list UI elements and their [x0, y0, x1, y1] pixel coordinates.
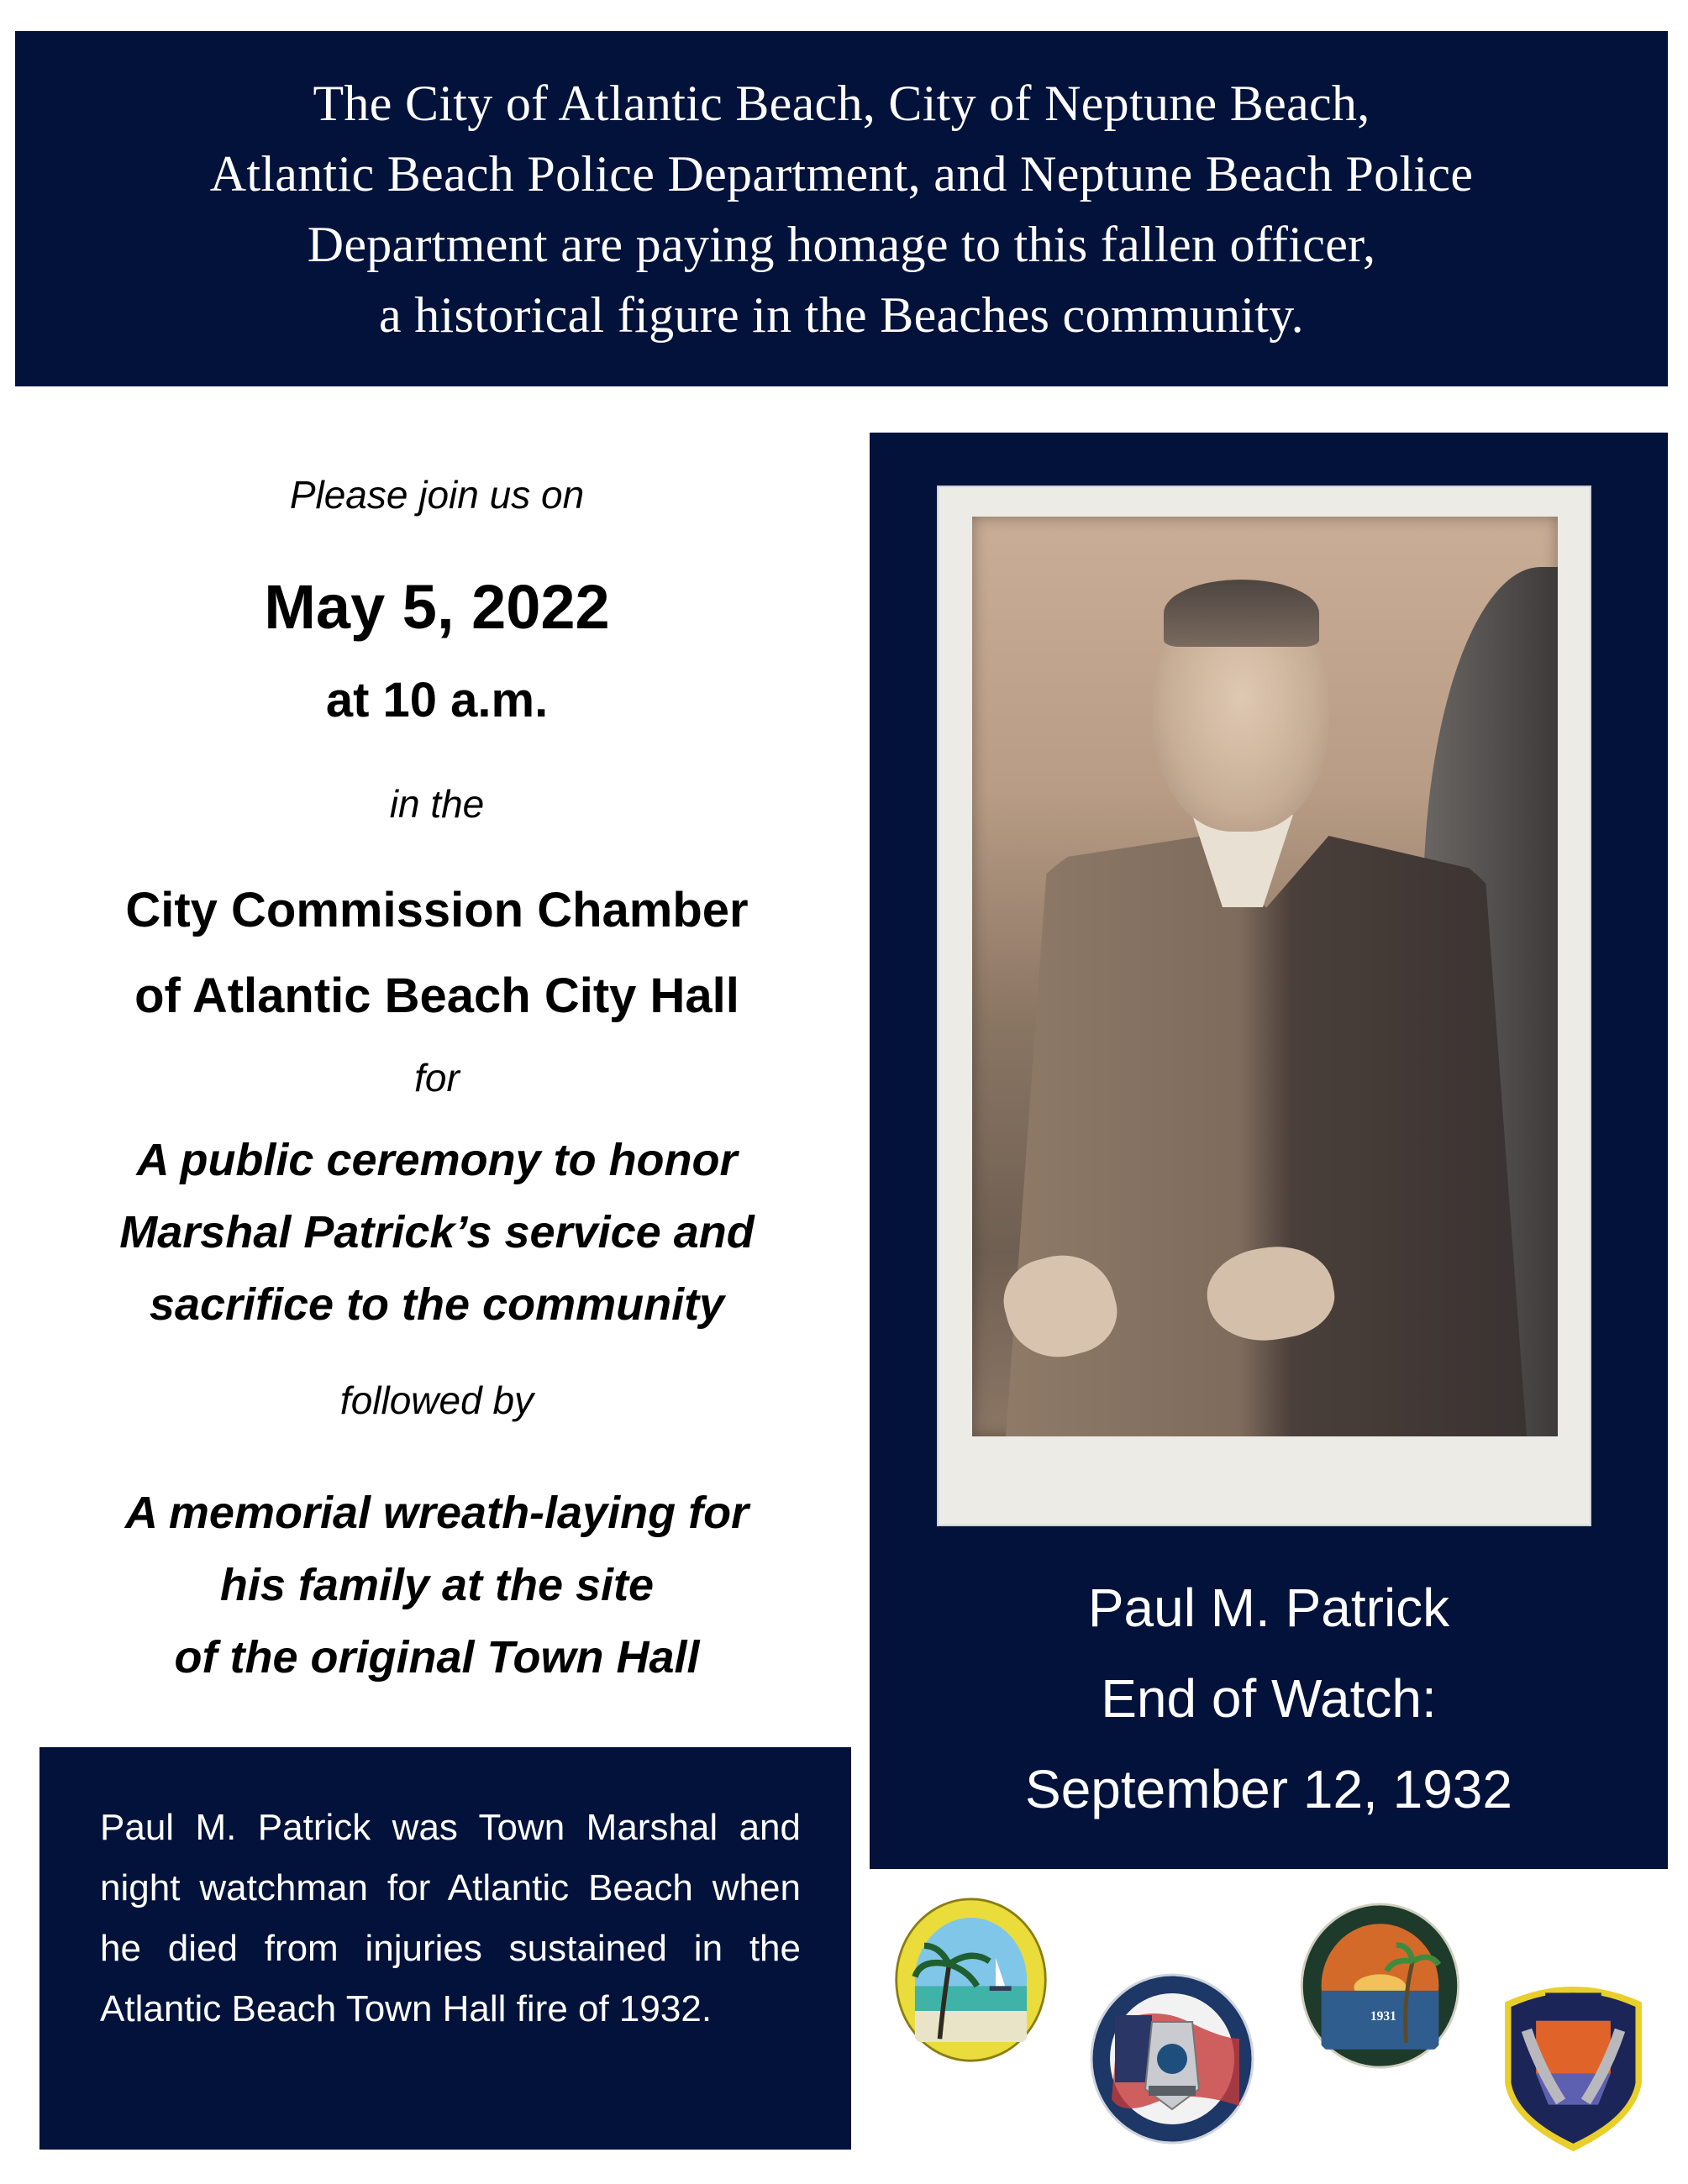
- eow-label: End of Watch:: [1101, 1668, 1437, 1729]
- venue-line-2: of Atlantic Beach City Hall: [134, 969, 739, 1023]
- photo-frame: [939, 487, 1590, 1525]
- atlantic-beach-city-seal-icon: [893, 1896, 1049, 2064]
- officer-name: Paul M. Patrick: [1087, 1578, 1450, 1638]
- bio-box: [39, 1747, 851, 2150]
- banner-line: a historical figure in the Beaches community.: [379, 286, 1304, 343]
- event-date: May 5, 2022: [264, 572, 610, 642]
- ceremony-line: Marshal Patrick’s service and: [119, 1207, 755, 1257]
- wreath-line: of the original Town Hall: [174, 1632, 700, 1683]
- event-time: at 10 a.m.: [325, 673, 549, 727]
- wreath-line: his family at the site: [219, 1560, 655, 1610]
- banner-line: The City of Atlantic Beach, City of Neptune Beach,: [313, 75, 1370, 131]
- portrait-photo: [972, 517, 1558, 1436]
- seal-year: 1931: [1370, 2008, 1396, 2024]
- ceremony-line: A public ceremony to honor: [136, 1135, 738, 1185]
- neptune-beach-city-seal-icon: [1298, 1903, 1462, 2071]
- banner-line: Atlantic Beach Police Department, and Neptune Beach Police: [209, 145, 1474, 202]
- wreath-line: A memorial wreath-laying for: [124, 1488, 749, 1538]
- for-text: for: [414, 1056, 460, 1100]
- atlantic-beach-police-seal-icon: [1088, 1971, 1256, 2148]
- eow-date: September 12, 1932: [1025, 1759, 1512, 1819]
- portrait-caption: [870, 1562, 1668, 1835]
- intro-text: Please join us on: [289, 473, 585, 517]
- followed-by-text: followed by: [339, 1378, 534, 1422]
- venue-line-1: City Commission Chamber: [125, 883, 749, 937]
- banner-line: Department are paying homage to this fallen officer,: [307, 216, 1376, 272]
- bio-text: Paul M. Patrick was Town Marshal and night watchman for Atlantic Beach when he died from injuries sustained in the Atlantic Beach Town Hall fire of 1932.: [100, 1807, 801, 2029]
- portrait-panel: [870, 433, 1668, 1869]
- in-the-text: in the: [389, 782, 485, 826]
- neptune-beach-police-patch-icon: [1496, 1974, 1651, 2155]
- ceremony-line: sacrifice to the community: [149, 1279, 725, 1330]
- header-banner: [15, 31, 1668, 386]
